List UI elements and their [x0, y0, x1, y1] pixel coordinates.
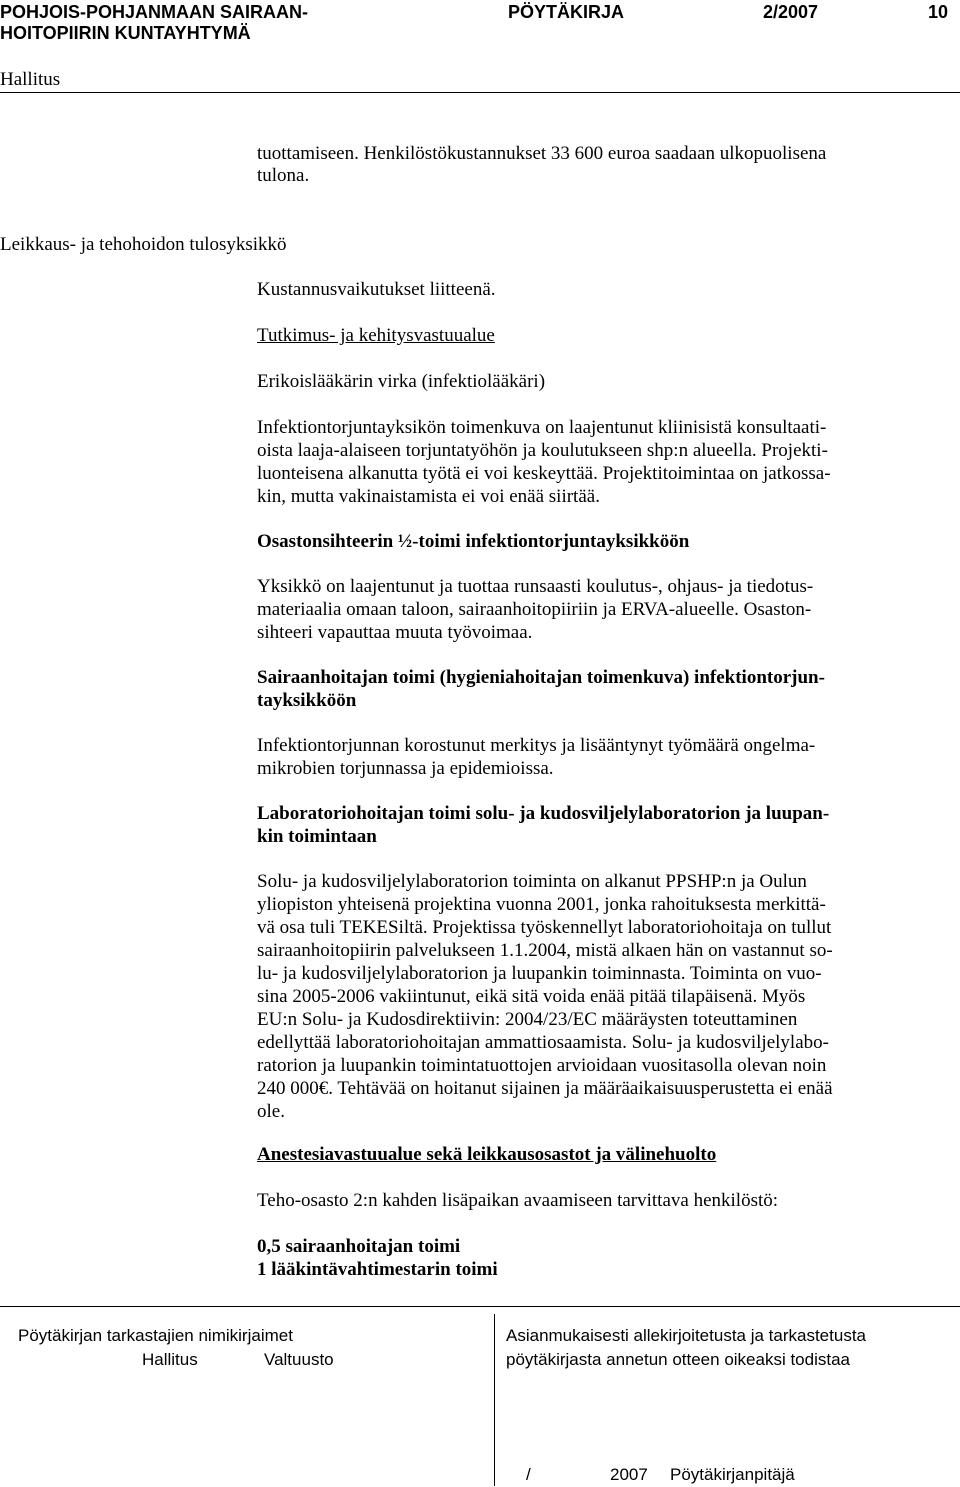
text-line: sihteeri vapauttaa muuta työvoimaa. [257, 622, 533, 643]
text-line: Infektiontorjunnan korostunut merkitys ja lisääntynyt työmäärä ongelma- [257, 735, 816, 756]
staff-item-porter: 1 lääkintävahtimestarin toimi [257, 1259, 498, 1280]
text-line: yliopiston yhteisenä projektina vuonna 2001, jonka rahoituksesta merkittä- [257, 894, 826, 915]
org-name-line1: POHJOIS-POHJANMAAN SAIRAAN- [0, 2, 309, 22]
heading-secretary: Osastonsihteerin ½-toimi infektiontorjuntayksikköön [257, 531, 690, 552]
text-line: luonteisena alkanutta työtä ei voi keskeyttää. Projektitoimintaa on jatkossa- [257, 463, 831, 484]
paragraph-hygiene-nurse [257, 734, 953, 780]
paragraph-secretary [257, 575, 953, 644]
text-line: EU:n Solu- ja Kudosdirektiivin: 2004/23/EC määräysten toteuttaminen [257, 1009, 798, 1030]
heading-anesthesia: Anestesiavastuualue sekä leikkausosastot ja välinehuolto [257, 1144, 717, 1165]
footer-rule [0, 1306, 960, 1307]
text-line: materiaalia omaan taloon, sairaanhoitopiiriin ja ERVA-alueelle. Osaston- [257, 599, 812, 620]
section-heading-surgery: Leikkaus- ja tehohoidon tulosyksikkö [0, 234, 287, 255]
text-line: mikrobien torjunnassa ja epidemioissa. [257, 758, 554, 779]
text-line: kin toimintaan [257, 826, 377, 847]
page-number: 10 [928, 2, 949, 22]
text-line: ole. [257, 1101, 285, 1122]
footer-sign-year: 2007 [610, 1465, 648, 1484]
subheading-infection-physician: Erikoislääkärin virka (infektiolääkäri) [257, 371, 546, 392]
doc-type: PÖYTÄKIRJA [508, 2, 625, 22]
section-heading-research: Tutkimus- ja kehitysvastuualue [257, 325, 495, 346]
heading-lab-technician [257, 802, 953, 848]
paragraph-infection-unit [257, 416, 953, 508]
text-line: vä osa tuli TEKESiltä. Projektissa työskennellyt laboratoriohoitaja on tullut [257, 917, 832, 938]
footer-col-council: Valtuusto [264, 1350, 334, 1369]
text-line: sina 2005-2006 vakiintunut, eikä sitä voida enää pitää tilapäisenä. Myös [257, 986, 806, 1007]
footer-sign-label: Pöytäkirjanpitäjä [670, 1465, 795, 1484]
text-line: 240 000€. Tehtävää on hoitanut sijainen ja määräaikaisuusperustetta ei enää [257, 1078, 833, 1099]
heading-hygiene-nurse [257, 666, 953, 712]
text-line: oista laaja-alaiseen torjuntatyöhön ja koulutukseen shp:n alueella. Projekti- [257, 440, 828, 461]
text-line: Sairaanhoitajan toimi (hygieniahoitajan toimenkuva) infektiontorjun- [257, 667, 825, 688]
footer-divider [494, 1314, 495, 1486]
text-line: kin, mutta vakinaistamista ei voi enää siirtää. [257, 486, 600, 507]
text-line: sairaanhoitopiirin palvelukseen 1.1.2004, mistä alkaen hän on vastannut so- [257, 940, 833, 961]
header-rule [0, 92, 960, 93]
text-line: lu- ja kudosviljelylaboratorion ja luupankin toiminnasta. Toiminta on vuo- [257, 963, 822, 984]
paragraph-lab-technician [257, 870, 953, 1123]
footer-inspectors-title: Pöytäkirjan tarkastajien nimikirjaimet [18, 1326, 293, 1345]
footer-certification-line1: Asianmukaisesti allekirjoitetusta ja tarkastetusta [506, 1326, 866, 1345]
body-name: Hallitus [0, 69, 61, 90]
cost-effects-text: Kustannusvaikutukset liitteenä. [257, 279, 496, 300]
intro-line-1: tuottamiseen. Henkilöstökustannukset 33 600 euroa saadaan ulkopuolisena [257, 143, 827, 164]
text-line: Laboratoriohoitajan toimi solu- ja kudosviljelylaboratorion ja luupan- [257, 803, 830, 824]
footer-sign-slash: / [526, 1465, 531, 1484]
org-name-line2: HOITOPIIRIN KUNTAYHTYMÄ [0, 23, 251, 43]
footer-certification-line2: pöytäkirjasta annetun otteen oikeaksi todistaa [506, 1350, 851, 1369]
doc-number: 2/2007 [763, 2, 819, 22]
text-line: Yksikkö on laajentunut ja tuottaa runsaasti koulutus-, ohjaus- ja tiedotus- [257, 576, 814, 597]
text-line: Infektiontorjuntayksikön toimenkuva on laajentunut kliinisistä konsultaati- [257, 417, 827, 438]
text-line: ratorion ja luupankin toimintatuottojen arvioidaan vuositasolla olevan noin [257, 1055, 827, 1076]
intro-line-2: tulona. [257, 165, 310, 186]
text-line: tayksikköön [257, 690, 357, 711]
text-line: Solu- ja kudosviljelylaboratorion toiminta on alkanut PPSHP:n ja Oulun [257, 871, 807, 892]
footer-col-board: Hallitus [142, 1350, 198, 1369]
paragraph-intensive-care: Teho-osasto 2:n kahden lisäpaikan avaamiseen tarvittava henkilöstö: [257, 1190, 779, 1211]
staff-item-nurse: 0,5 sairaanhoitajan toimi [257, 1236, 461, 1257]
text-line: edellyttää laboratoriohoitajan ammattiosaamista. Solu- ja kudosviljelylabo- [257, 1032, 829, 1053]
